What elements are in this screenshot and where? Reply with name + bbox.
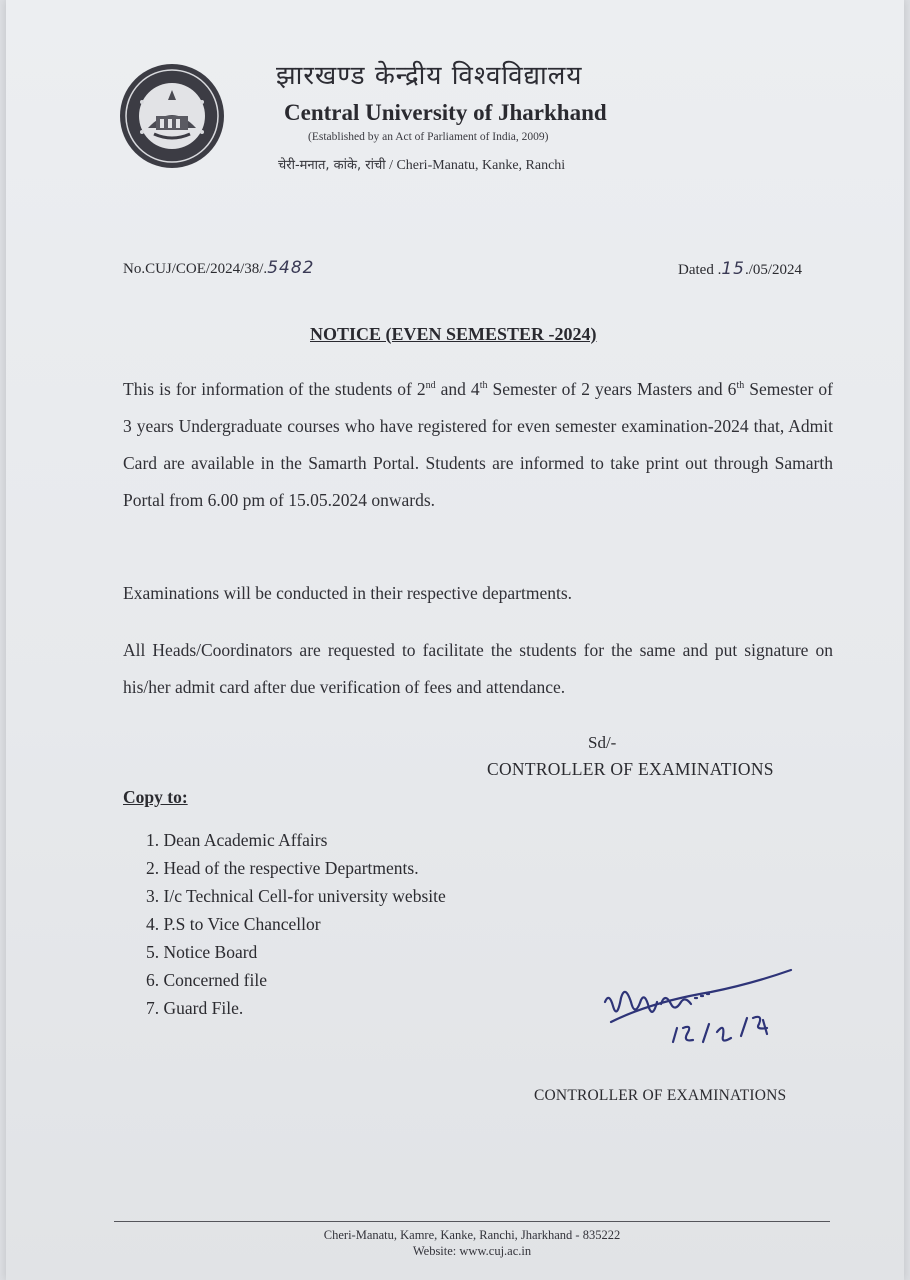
reference-number [123, 258, 314, 278]
address-separator: / [385, 158, 397, 173]
university-name-hindi: झारखण्ड केन्द्रीय विश्वविद्यालय [276, 61, 583, 91]
reference-prefix: No.CUJ/COE/2024/38/. [123, 261, 268, 277]
list-item: 2. Head of the respective Departments. [146, 858, 419, 878]
list-item: 5. Notice Board [146, 942, 258, 962]
dated-rest: ./05/2024 [744, 262, 803, 278]
address-hindi: चेरी-मनात, कांके, रांची [278, 158, 386, 173]
copy-to-heading: Copy to: [123, 787, 188, 807]
dated-handwritten-day: 15 [721, 259, 745, 279]
establishment-note: (Established by an Act of Parliament of India, 2009) [308, 131, 549, 143]
university-address [278, 155, 678, 174]
university-name-english: Central University of Jharkhand [284, 100, 607, 125]
notice-paragraph-1: This is for information of the students of 2nd and 4th Semester of 2 years Masters and 6th Semester of 3 years Undergraduate courses who have registered for even semester examination-2024 that, Admit Card are available in the Samarth Portal. Students are informed to take print out through Samarth Portal from 6.00 pm of 15.05.2024 onwards. [123, 378, 833, 510]
signature-designation: CONTROLLER OF EXAMINATIONS [534, 1087, 787, 1104]
notice-title: NOTICE (EVEN SEMESTER -2024) [310, 324, 597, 344]
signoff-designation: CONTROLLER OF EXAMINATIONS [487, 759, 774, 779]
list-item: 7. Guard File. [146, 998, 244, 1018]
list-item: 3. I/c Technical Cell-for university website [146, 886, 446, 906]
sd-mark: Sd/- [588, 733, 617, 752]
reference-handwritten-number: 5482 [267, 258, 315, 278]
handwritten-signature-icon [591, 962, 801, 1057]
university-seal-icon [118, 62, 226, 170]
footer-divider [114, 1221, 830, 1222]
footer-address: Cheri-Manatu, Kamre, Kanke, Ranchi, Jharkhand - 835222 [323, 1228, 621, 1242]
address-english: Cheri-Manatu, Kanke, Ranchi [396, 158, 566, 173]
copy-to-list [146, 826, 446, 1022]
notice-date [678, 259, 802, 279]
notice-paragraph-3: All Heads/Coordinators are requested to facilitate the students for the same and put signature on his/her admit card after due verification of fees and attendance. [123, 640, 833, 697]
list-item: 6. Concerned file [146, 970, 267, 990]
notice-document [6, 0, 904, 1280]
list-item: 1. Dean Academic Affairs [146, 830, 328, 850]
notice-paragraph-2: Examinations will be conducted in their respective departments. [123, 583, 573, 603]
footer-website: Website: www.cuj.ac.in [412, 1244, 532, 1258]
list-item: 4. P.S to Vice Chancellor [146, 914, 321, 934]
dated-label: Dated . [678, 262, 722, 278]
